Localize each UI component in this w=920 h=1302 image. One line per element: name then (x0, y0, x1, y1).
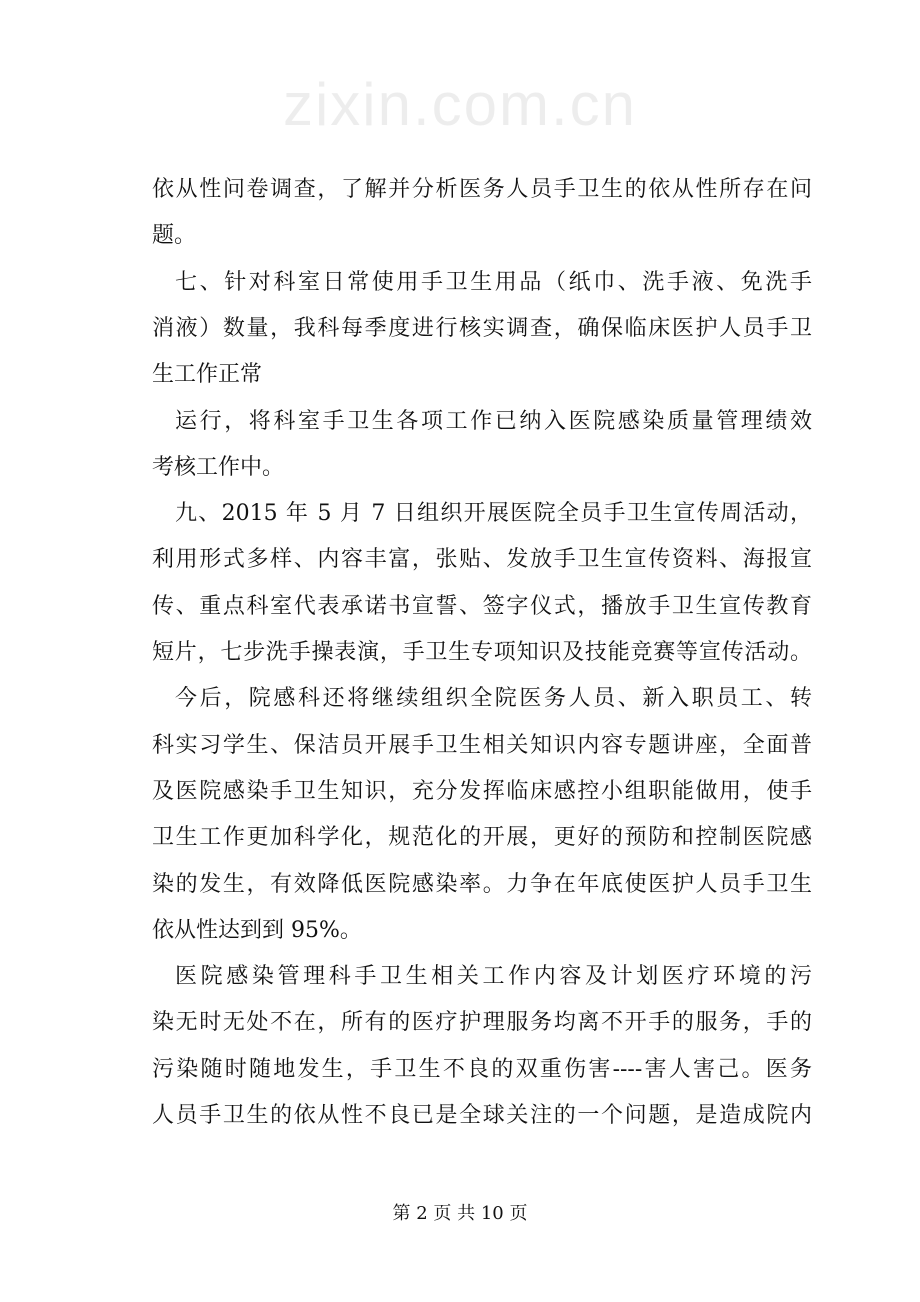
text-line: 生工作正常 (152, 362, 263, 388)
text-line: 七、针对科室日常使用手卫生用品（纸巾、洗手液、免洗手 (175, 269, 812, 295)
text-line: 依从性问卷调查，了解并分析医务人员手卫生的依从性所存在问 (152, 177, 812, 202)
text-line: 传、重点科室代表承诺书宣誓、签字仪式，播放手卫生宣传教育 (152, 593, 812, 619)
text-line: 科实习学生、保洁员开展手卫生相关知识内容专题讲座，全面普 (152, 732, 812, 758)
page-footer: 第 2 页 共 10 页 (392, 1203, 528, 1224)
text-line: 今后，院感科还将继续组织全院医务人员、新入职员工、转 (175, 686, 812, 712)
text-line: 利用形式多样、内容丰富，张贴、发放手卫生宣传资料、海报宣 (152, 547, 812, 573)
text-line: 染的发生，有效降低医院感染率。力争在年底使医护人员手卫生 (152, 871, 812, 897)
text-line: 考核工作中。 (152, 454, 285, 480)
text-line: 短片，七步洗手操表演，手卫生专项知识及技能竞赛等宣传活动。 (152, 640, 812, 665)
text-line: 污染随时随地发生，手卫生不良的双重伤害----害人害己。医务 (152, 1056, 812, 1082)
text-line: 卫生工作更加科学化，规范化的开展，更好的预防和控制医院感 (152, 825, 812, 851)
text-line: 及医院感染手卫生知识，充分发挥临床感控小组职能做用，使手 (152, 778, 812, 804)
text-line: 染无时无处不在，所有的医疗护理服务均离不开手的服务，手的 (152, 1010, 812, 1036)
text-line: 题。 (152, 223, 197, 249)
text-line: 依从性达到到 95%。 (152, 917, 362, 943)
text-line: 人员手卫生的依从性不良已是全球关注的一个问题，是造成院内 (152, 1103, 812, 1128)
watermark: zixin.com.cn (282, 71, 638, 138)
text-line: 医院感染管理科手卫生相关工作内容及计划医疗环境的污 (175, 964, 812, 990)
text-line: 消液）数量，我科每季度进行核实调查，确保临床医护人员手卫 (152, 315, 812, 341)
text-line: 运行，将科室手卫生各项工作已纳入医院感染质量管理绩效 (175, 408, 812, 434)
text-line: 九、2015 年 5 月 7 日组织开展医院全员手卫生宣传周活动， (175, 501, 812, 527)
